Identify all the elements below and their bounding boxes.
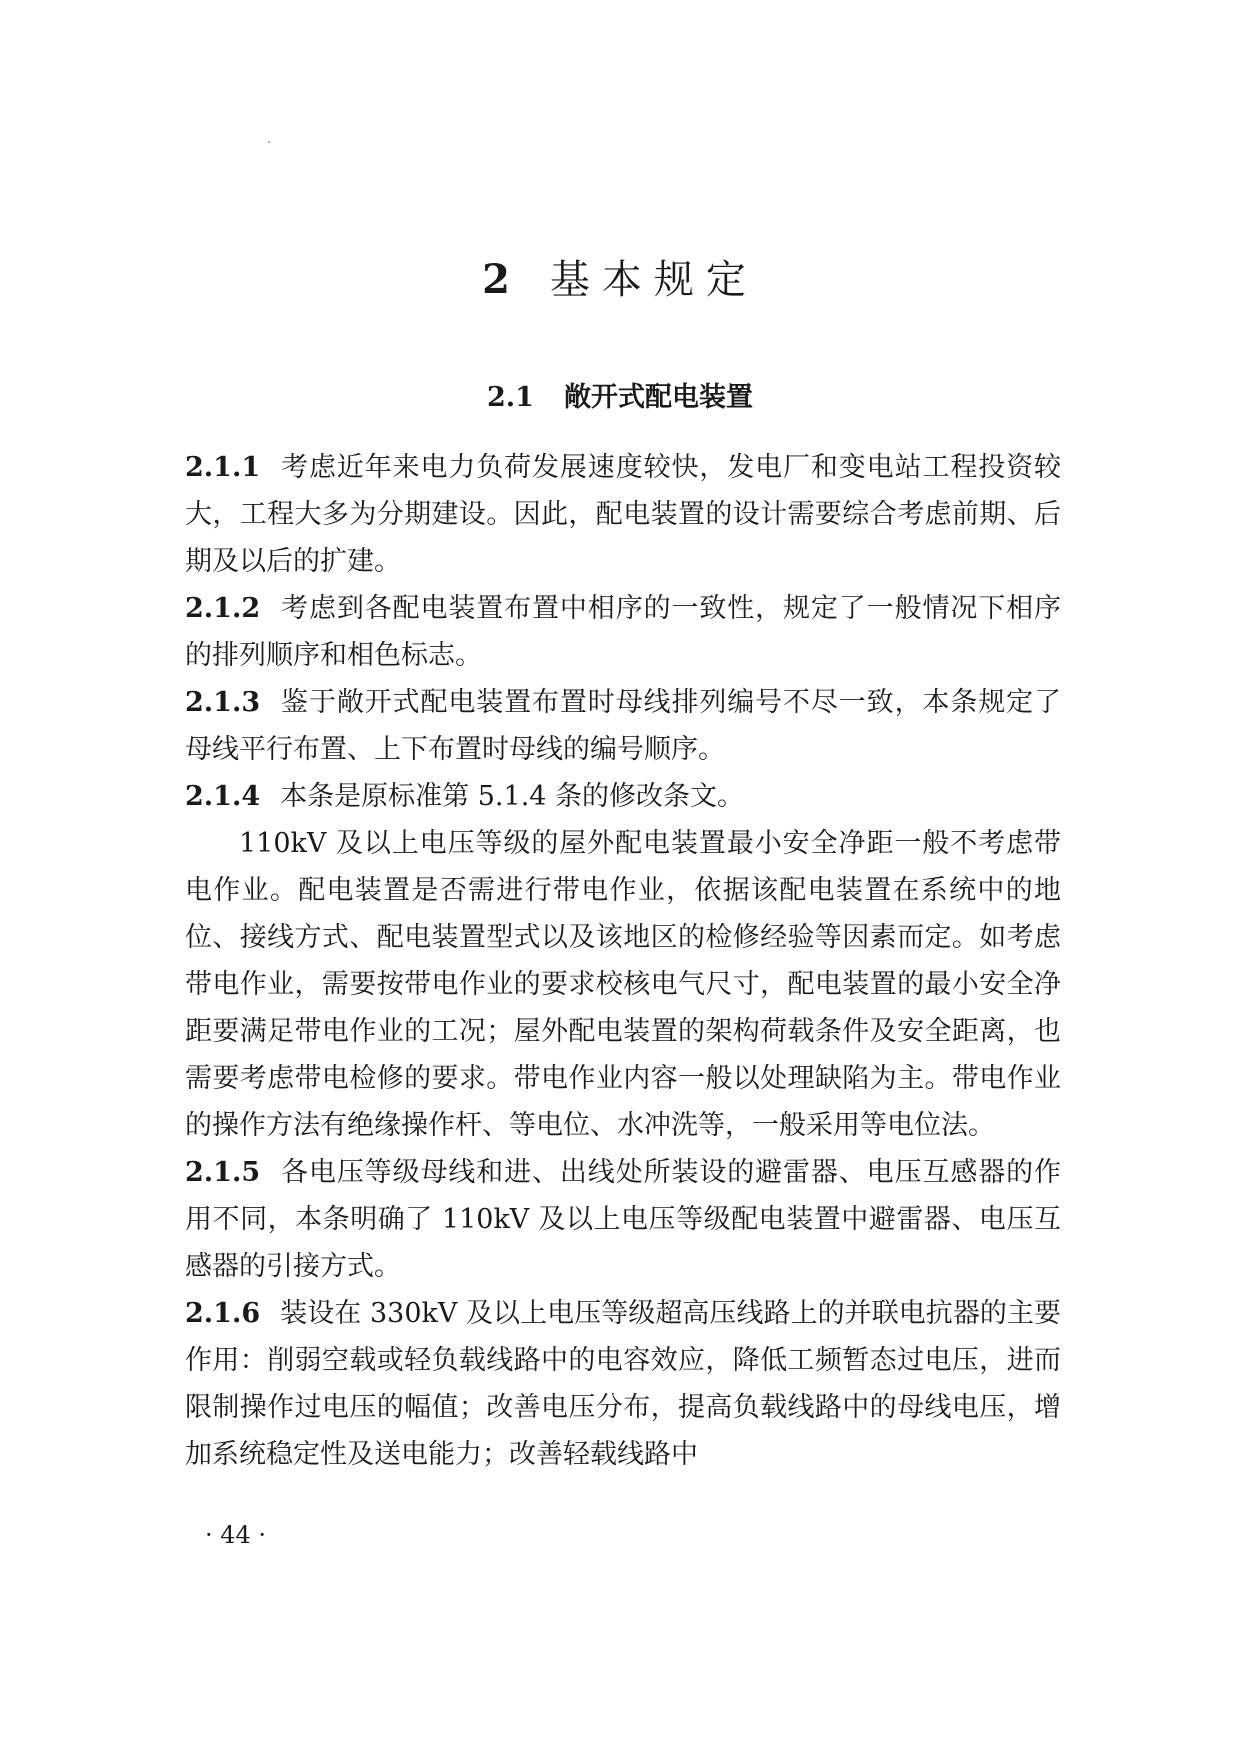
clause-number: 2.1.5	[185, 1157, 261, 1188]
clause-text: 鉴于敞开式配电装置布置时母线排列编号不尽一致，本条规定了母线平行布置、上下布置时母线的编号顺序。	[185, 687, 1061, 765]
chapter-title-text: 基本规定	[549, 257, 758, 303]
clause-text: 各电压等级母线和进、出线处所装设的避雷器、电压互感器的作用不同，本条明确了 110kV 及以上电压等级配电装置中避雷器、电压互感器的引接方式。	[185, 1157, 1061, 1282]
scan-speck	[268, 141, 270, 143]
chapter-title	[0, 250, 1240, 310]
clause-2-1-3	[185, 679, 1061, 773]
clause-2-1-6	[185, 1290, 1061, 1478]
clause-number: 2.1.3	[185, 687, 261, 718]
page-number: · 44 ·	[205, 1521, 267, 1549]
clause-text: 考虑到各配电装置布置中相序的一致性，规定了一般情况下相序的排列顺序和相色标志。	[185, 593, 1061, 671]
clause-number: 2.1.6	[185, 1298, 261, 1329]
clause-2-1-4-paragraph: 110kV 及以上电压等级的屋外配电装置最小安全净距一般不考虑带电作业。配电装置是否需进行带电作业，依据该配电装置在系统中的地位、接线方式、配电装置型式以及该地区的检修经验等因素而定。如考虑带电作业，需要按带电作业的要求校核电气尺寸，配电装置的最小安全净距要满足带电作业的工况；屋外配电装置的架构荷载条件及安全距离，也需要考虑带电检修的要求。带电作业内容一般以处理缺陷为主。带电作业的操作方法有绝缘操作杆、等电位、水冲洗等，一般采用等电位法。	[185, 828, 1061, 1141]
chapter-number: 2	[482, 256, 514, 303]
section-number: 2.1	[487, 382, 534, 413]
clause-2-1-5	[185, 1149, 1061, 1290]
clause-2-1-2	[185, 585, 1061, 679]
section-title-text: 敞开式配电装置	[563, 382, 753, 413]
clause-text: 考虑近年来电力负荷发展速度较快，发电厂和变电站工程投资较大，工程大多为分期建设。因此，配电装置的设计需要综合考虑前期、后期及以后的扩建。	[185, 452, 1061, 577]
clause-text: 装设在 330kV 及以上电压等级超高压线路上的并联电抗器的主要作用：削弱空载或轻负载线路中的电容效应，降低工频暂态过电压，进而限制操作过电压的幅值；改善电压分布，提高负载线路中的母线电压，增加系统稳定性及送电能力；改善轻载线路中	[185, 1298, 1061, 1470]
section-title	[0, 378, 1240, 418]
clause-text: 本条是原标准第 5.1.4 条的修改条文。	[280, 781, 745, 812]
document-body	[185, 444, 1061, 1478]
clause-2-1-4	[185, 773, 1061, 820]
clause-number: 2.1.4	[185, 781, 261, 812]
clause-2-1-1	[185, 444, 1061, 585]
clause-number: 2.1.2	[185, 593, 261, 624]
clause-number: 2.1.1	[185, 452, 261, 483]
